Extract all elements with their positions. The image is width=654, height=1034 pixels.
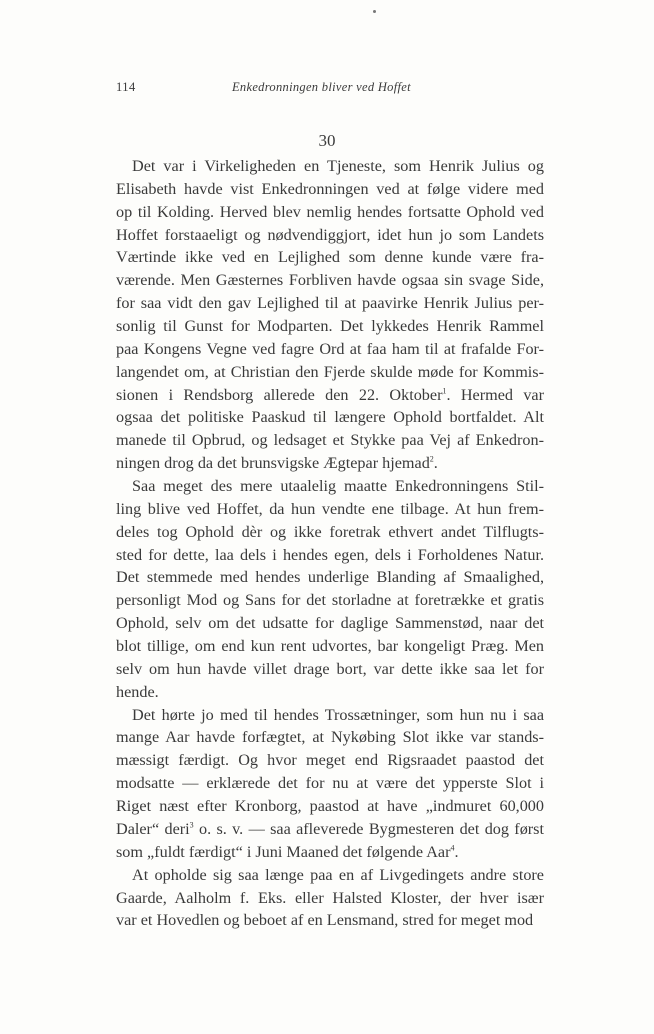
text-line [116, 246, 544, 269]
text-run: manede til Opbrud, og ledsaget et Stykke paa Vej af Enkedron- [116, 431, 544, 450]
text-line [116, 406, 544, 429]
text-line [116, 566, 544, 589]
text-run: selv om hun havde villet drage bort, var dette ikke saa let for [116, 659, 544, 678]
text-run: ogsaa det politiske Paaskud til længere Ophold bortfaldet. Alt [116, 408, 544, 427]
text-run: ling blive ved Hoffet, da hun vendte ene tilbage. At hun frem- [116, 499, 544, 518]
footnote-ref: 4 [450, 843, 455, 853]
text-run: op til Kolding. Herved blev nemlig hendes fortsatte Ophold ved [116, 202, 544, 221]
text-run: sionen i Rendsborg allerede den 22. Oktober [116, 385, 443, 404]
text-line [116, 589, 544, 612]
text-line [116, 292, 544, 315]
text-line [116, 521, 544, 544]
paragraph [116, 155, 544, 475]
paragraph [116, 475, 544, 704]
text-line [116, 269, 544, 292]
text-line [116, 224, 544, 247]
text-run: Det hørte jo med til hendes Trossætninger, som hun nu i saa [132, 705, 544, 724]
running-title: Enkedronningen bliver ved Hoffet [232, 80, 411, 94]
text-run: Værtinde ikke ved en Lejlighed som denne kunde være fra- [116, 248, 544, 267]
text-run: hende. [116, 682, 159, 701]
text-run: sted for dette, laa dels i hendes egen, dels i Forholdenes Natur. [116, 545, 544, 564]
text-line [116, 452, 544, 475]
text-run: blot tillige, om end kun rent udvortes, bar kongeligt Præg. Men [116, 637, 544, 656]
text-run: Gaarde, Aalholm f. Eks. eller Halsted Kloster, der hver især [116, 888, 544, 907]
text-run: Daler“ deri [116, 819, 190, 838]
text-line [116, 772, 544, 795]
text-run: Det stemmede med hendes underlige Blanding af Smaalighed, [116, 568, 544, 587]
text-line [116, 338, 544, 361]
speck-mark [373, 10, 376, 13]
text-line [116, 681, 544, 704]
text-line [116, 384, 544, 407]
text-run: mæssigt færdigt. Og hvor meget end Rigsraadet paastod det [116, 751, 544, 770]
text-run: Hoffet forstaaeligt og nødvendiggjort, idet hun jo som Landets [116, 225, 544, 244]
text-run: o. s. v. — saa afleverede Bygmesteren det dog først [193, 819, 544, 838]
text-run: Riget næst efter Kronborg, paastod at have „indmuret 60,000 [116, 797, 544, 816]
text-line [116, 498, 544, 521]
text-line [116, 544, 544, 567]
text-run: sonlig til Gunst for Modparten. Det lykkedes Henrik Rammel [116, 317, 544, 336]
text-run: paa Kongens Vegne ved fagre Ord at faa ham til at frafalde For- [116, 339, 544, 358]
text-run: At opholde sig saa længe paa en af Livgedingets andre store [132, 865, 544, 884]
text-line [116, 475, 544, 498]
page-header [116, 80, 544, 100]
text-line [116, 361, 544, 384]
paragraph [116, 704, 544, 864]
text-line [116, 201, 544, 224]
text-line [116, 155, 544, 178]
text-run: Saa meget des mere utaalelig maatte Enkedronningens Stil- [132, 477, 544, 496]
text-run: Ophold, selv om det udsatte for daglige Sammenstød, naar det [116, 614, 544, 633]
text-line [116, 635, 544, 658]
text-line [116, 612, 544, 635]
text-line [116, 795, 544, 818]
text-line [116, 818, 544, 841]
text-run: . Hermed var [446, 385, 544, 404]
chapter-number: 30 [318, 131, 336, 150]
page-number: 114 [116, 80, 136, 94]
text-line [116, 864, 544, 887]
text-run: . [433, 454, 438, 473]
text-run: Det var i Virkeligheden en Tjeneste, som Henrik Julius og [132, 157, 544, 175]
text-run: modsatte — erklærede det for nu at være det ypperste Slot i [116, 774, 544, 793]
text-run: ningen drog da det brunsvigske Ægtepar hjemad [116, 454, 430, 473]
text-run: mange Aar havde forfægtet, at Nykøbing Slot ikke var stands- [116, 728, 544, 747]
text-line [116, 315, 544, 338]
text-line [116, 429, 544, 452]
text-run: for saa vidt den gav Lejlighed til at paavirke Henrik Julius per- [116, 294, 544, 313]
text-line [116, 749, 544, 772]
text-run: personligt Mod og Sans for det storladne at foretrække et gratis [116, 591, 544, 610]
text-run: var et Hovedlen og beboet af en Lensmand, stred for meget mod [116, 911, 534, 930]
text-line [116, 726, 544, 749]
text-line [116, 178, 544, 201]
text-line [116, 841, 544, 864]
text-run: langendet om, at Christian den Fjerde skulde møde for Kommis- [116, 362, 544, 381]
text-run: værende. Men Gæsternes Forbliven havde ogsaa sin svage Side, [116, 271, 544, 290]
text-run: Elisabeth havde vist Enkedronningen ved at følge videre med [116, 179, 544, 198]
footnote-ref: 1 [442, 386, 447, 396]
body-text [116, 155, 544, 932]
text-line [116, 887, 544, 910]
text-line [116, 704, 544, 727]
text-line [116, 658, 544, 681]
paragraph [116, 864, 544, 933]
text-line [116, 909, 544, 932]
text-run: som „fuldt færdigt“ i Juni Maaned det følgende Aar [116, 842, 451, 861]
text-run: . [454, 842, 459, 861]
footnote-ref: 2 [429, 454, 434, 464]
text-run: deles tog Ophold dèr og ikke foretrak ethvert andet Tilflugts- [116, 522, 544, 541]
footnote-ref: 3 [189, 820, 194, 830]
